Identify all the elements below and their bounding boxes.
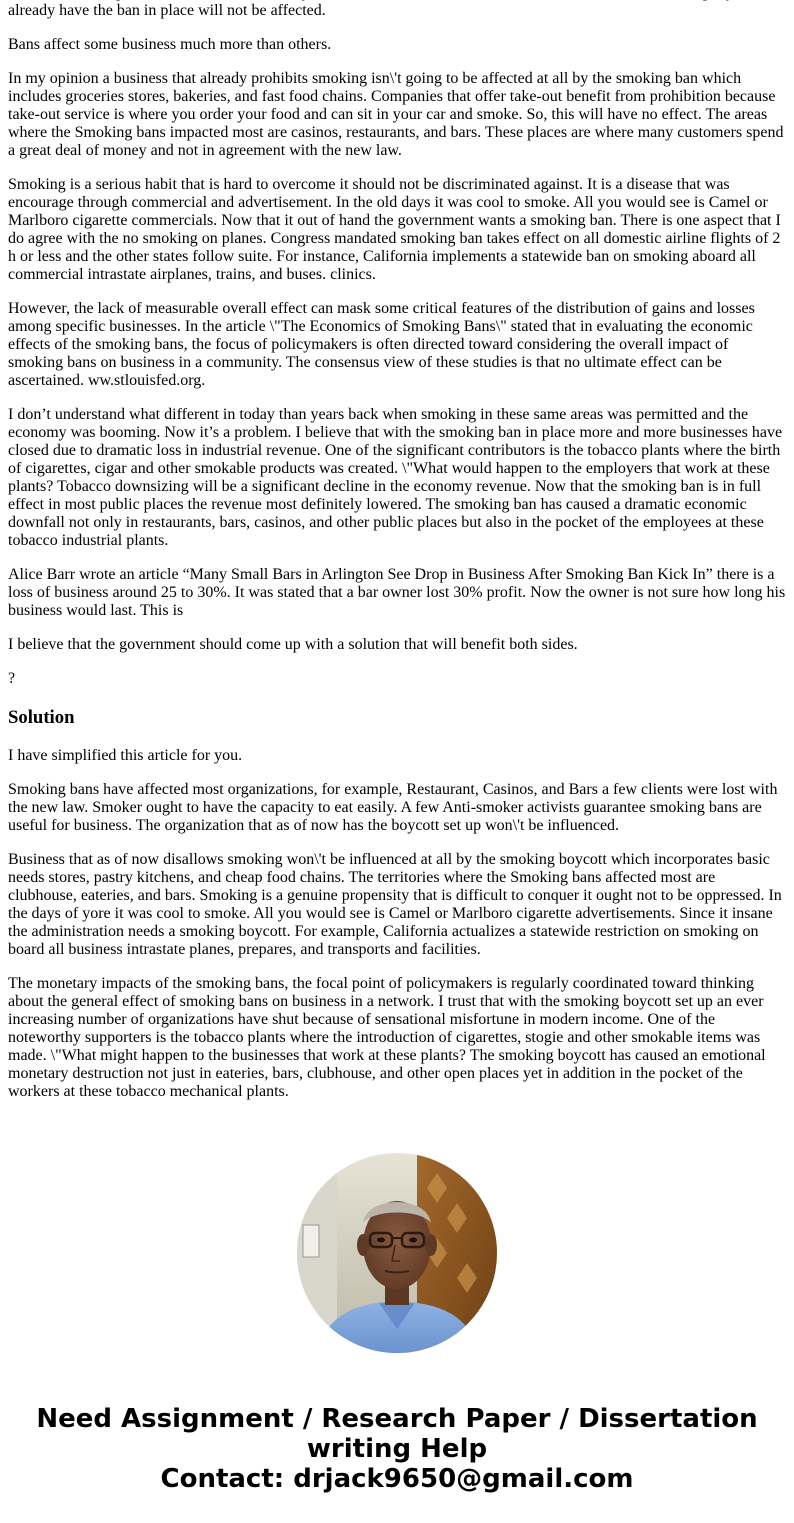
cta-line: Need Assignment / Research Paper / Dissertation — [36, 1404, 758, 1434]
contact-banner — [0, 1404, 794, 1494]
author-avatar — [297, 1153, 497, 1353]
solution-paragraph: The monetary impacts of the smoking bans, the focal point of policymakers is regularly coordinated toward thinking about the general effect of smoking bans on business in a network. I trust that with the smoking boycott set up an ever increasing number of organizations have shut because of sensational misfortune in modern income. One of the noteworthy supporters is the tobacco plants where the introduction of cigarettes, stogie and other smokable items was made. \"What might happen to the businesses that work at these plants? The smoking boycott has caused an emotional monetary destruction not just in eateries, bars, clubhouse, and other open places yet in addition in the pocket of the workers at these tobacco mechanical plants. — [8, 975, 766, 1100]
article-paragraph: I don’t understand what different in today than years back when smoking in these same areas was permitted and the economy was booming. Now it’s a problem. I believe that with the smoking ban in place more and more businesses have closed due to dramatic loss in industrial revenue. One of the significant contributors is the tobacco plants where the birth of cigarettes, cigar and other smokable products was created. \"What would happen to the employers that work at these plants? Tobacco downsizing will be a significant decline in the economy revenue. Now that the smoking ban is in full effect in most public places the revenue most definitely lowered. The smoking ban has caused a dramatic economic downfall not only in restaurants, bars, casinos, and other public places but also in the pocket of the employees at these tobacco industrial plants. — [8, 406, 783, 549]
article-body — [8, 0, 786, 1117]
article-paragraph: However, the lack of measurable overall effect can mask some critical features of the distribution of gains and losses among specific businesses. In the article \"The Economics of Smoking Bans\" stated that in evaluating the economic effects of the smoking bans, the focus of policymakers is often directed toward considering the overall impact of smoking bans on business in a community. The consensus view of these studies is that no ultimate effect can be ascertained. ww.stlouisfed.org. — [8, 300, 755, 389]
solution-paragraph: I have simplified this article for you. — [8, 747, 243, 764]
article-paragraph: Smoking is a serious habit that is hard to overcome it should not be discriminated against. It is a disease that was encourage through commercial and advertisement. In the old days it was cool to smoke. All you would see is Camel or Marlboro cigarette commercials. Now that it out of hand the government wants a smoking ban. There is one aspect that I do agree with the no smoking on planes. Congress mandated smoking ban takes effect on all domestic airline flights of 2 h or less and the other states follow suite. For instance, California implements a statewide ban on smoking aboard all commercial intrastate airplanes, trains, and buses. clinics. — [8, 176, 781, 283]
author-portrait-image — [297, 1153, 497, 1353]
article-paragraph: I believe that the government should come up with a solution that will benefit both sides. — [8, 636, 578, 653]
article-paragraph: Alice Barr wrote an article “Many Small Bars in Arlington See Drop in Business After Smoking Ban Kick In” there is a loss of business around 25 to 30%. It was stated that a bar owner lost 30% profit. Now the owner is not sure how long his business would last. This is — [8, 566, 786, 619]
article-paragraph: Bans affect some business much more than others. — [8, 36, 332, 53]
article-paragraph: ? — [8, 670, 16, 687]
solution-paragraph: Smoking bans have affected most organizations, for example, Restaurant, Casinos, and Bars a few clients were lost with the new law. Smoker ought to have the capacity to eat easily. A few Anti-smoker activists guarantee smoking bans are useful for business. The organization that as of now has the boycott set up won\'t be influenced. — [8, 781, 778, 834]
article-paragraph: In my opinion a business that already prohibits smoking isn\'t going to be affected at all by the smoking ban which includes groceries stores, bakeries, and fast food chains. Companies that offer take-out benefit from prohibition because take-out service is where you order your food and can sit in your car and smoke. So, this will have no effect. The areas where the Smoking bans impacted most are casinos, restaurants, and bars. These places are where many customers spend a great deal of money and not in agreement with the new law. — [8, 70, 784, 159]
cta-line: writing Help — [306, 1434, 488, 1464]
contact-email[interactable]: Contact: drjack9650@gmail.com — [160, 1464, 634, 1494]
solution-paragraph: Business that as of now disallows smoking won\'t be influenced at all by the smoking boycott which incorporates basic needs stores, pastry kitchens, and cheap food chains. The territories where the Smoking bans affected most are clubhouse, eateries, and bars. Smoking is a genuine propensity that is difficult to conquer it ought not to be oppressed. In the days of yore it was cool to smoke. All you would see is Camel or Marlboro cigarette advertisements. Since it insane the administration needs a smoking boycott. For example, California actualizes a statewide restriction on smoking on board all business intrastate planes, prepares, and transports and facilities. — [8, 851, 782, 958]
article-paragraph: already have the ban in place will not be affected. — [8, 2, 326, 19]
solution-heading: Solution — [8, 707, 75, 728]
